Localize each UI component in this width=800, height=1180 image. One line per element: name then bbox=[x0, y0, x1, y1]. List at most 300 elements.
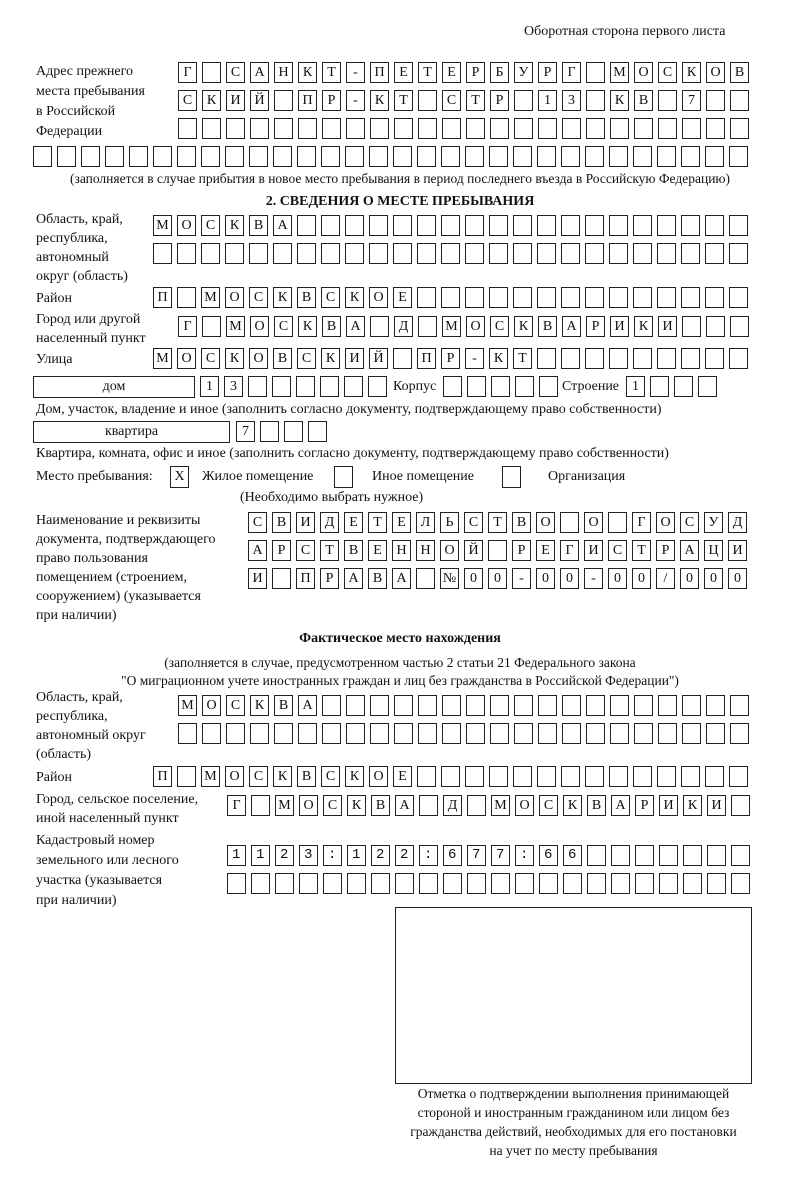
prev-address-cell[interactable] bbox=[513, 146, 532, 167]
prev-address-cell[interactable]: - bbox=[346, 90, 365, 111]
prev-address-cell[interactable] bbox=[585, 146, 604, 167]
document-cell[interactable] bbox=[608, 512, 627, 533]
district-cell[interactable] bbox=[561, 287, 580, 308]
actual-region-cell[interactable] bbox=[562, 695, 581, 716]
document-cell[interactable]: 0 bbox=[704, 568, 723, 589]
actual-region-cell[interactable] bbox=[322, 723, 341, 744]
city-cell[interactable]: И bbox=[658, 316, 677, 337]
cadastral-cell[interactable] bbox=[443, 873, 462, 894]
building-cell[interactable] bbox=[698, 376, 717, 397]
street-cell[interactable]: С bbox=[297, 348, 316, 369]
prev-address-cell[interactable]: О bbox=[706, 62, 725, 83]
prev-address-cell[interactable]: Р bbox=[466, 62, 485, 83]
house-cell[interactable]: 1 bbox=[200, 376, 219, 397]
region-cell[interactable]: К bbox=[225, 215, 244, 236]
cadastral-cell[interactable] bbox=[251, 873, 270, 894]
document-cell[interactable]: Н bbox=[392, 540, 411, 561]
cadastral-cell[interactable] bbox=[707, 873, 726, 894]
region-cell[interactable] bbox=[633, 243, 652, 264]
prev-address-cell[interactable]: В bbox=[730, 62, 749, 83]
actual-city-cell[interactable]: К bbox=[347, 795, 366, 816]
district-cell[interactable]: О bbox=[369, 287, 388, 308]
street-cell[interactable]: П bbox=[417, 348, 436, 369]
district-cell[interactable] bbox=[513, 287, 532, 308]
document-cell[interactable]: 0 bbox=[488, 568, 507, 589]
actual-district-cell[interactable] bbox=[705, 766, 724, 787]
document-cell[interactable]: Д bbox=[320, 512, 339, 533]
region-cell[interactable]: С bbox=[201, 215, 220, 236]
actual-region-cell[interactable] bbox=[634, 723, 653, 744]
prev-address-cell[interactable]: 1 bbox=[538, 90, 557, 111]
district-cell[interactable] bbox=[633, 287, 652, 308]
street-cell[interactable] bbox=[585, 348, 604, 369]
street-cell[interactable]: К bbox=[489, 348, 508, 369]
street-cell[interactable] bbox=[681, 348, 700, 369]
street-cell[interactable] bbox=[657, 348, 676, 369]
region-cell[interactable] bbox=[489, 215, 508, 236]
prev-address-cell[interactable] bbox=[394, 118, 413, 139]
document-cell[interactable]: Е bbox=[368, 540, 387, 561]
prev-address-cell[interactable] bbox=[370, 118, 389, 139]
document-cell[interactable]: Л bbox=[416, 512, 435, 533]
district-cell[interactable] bbox=[177, 287, 196, 308]
actual-city-cell[interactable]: М bbox=[275, 795, 294, 816]
region-cell[interactable] bbox=[225, 243, 244, 264]
document-cell[interactable]: С bbox=[248, 512, 267, 533]
actual-region-cell[interactable] bbox=[370, 695, 389, 716]
region-cell[interactable] bbox=[729, 243, 748, 264]
document-cell[interactable]: Т bbox=[632, 540, 651, 561]
prev-address-cell[interactable]: Г bbox=[178, 62, 197, 83]
region-cell[interactable] bbox=[657, 243, 676, 264]
prev-address-cell[interactable] bbox=[658, 90, 677, 111]
prev-address-cell[interactable]: Т bbox=[466, 90, 485, 111]
district-cell[interactable] bbox=[585, 287, 604, 308]
street-cell[interactable] bbox=[561, 348, 580, 369]
prev-address-cell[interactable]: Е bbox=[394, 62, 413, 83]
prev-address-cell[interactable]: 7 bbox=[682, 90, 701, 111]
actual-region-cell[interactable] bbox=[418, 723, 437, 744]
prev-address-cell[interactable] bbox=[730, 90, 749, 111]
actual-region-cell[interactable] bbox=[466, 723, 485, 744]
actual-city-cell[interactable]: В bbox=[371, 795, 390, 816]
cadastral-cell[interactable] bbox=[659, 873, 678, 894]
region-cell[interactable] bbox=[681, 215, 700, 236]
city-cell[interactable]: И bbox=[610, 316, 629, 337]
region-cell[interactable] bbox=[633, 215, 652, 236]
prev-address-cell[interactable] bbox=[57, 146, 76, 167]
district-cell[interactable]: М bbox=[201, 287, 220, 308]
document-cell[interactable] bbox=[488, 540, 507, 561]
cadastral-cell[interactable] bbox=[491, 873, 510, 894]
korpus-cell[interactable] bbox=[443, 376, 462, 397]
prev-address-cell[interactable] bbox=[610, 118, 629, 139]
prev-address-cell[interactable] bbox=[537, 146, 556, 167]
region-cell[interactable] bbox=[297, 215, 316, 236]
actual-city-cell[interactable]: И bbox=[707, 795, 726, 816]
apartment-cell[interactable] bbox=[308, 421, 327, 442]
actual-region-cell[interactable] bbox=[442, 695, 461, 716]
actual-district-cell[interactable] bbox=[609, 766, 628, 787]
document-cell[interactable]: Р bbox=[320, 568, 339, 589]
district-cell[interactable]: В bbox=[297, 287, 316, 308]
actual-city-cell[interactable]: О bbox=[299, 795, 318, 816]
prev-address-cell[interactable]: С bbox=[658, 62, 677, 83]
region-cell[interactable] bbox=[273, 243, 292, 264]
document-cell[interactable]: С bbox=[608, 540, 627, 561]
district-cell[interactable]: К bbox=[345, 287, 364, 308]
region-cell[interactable] bbox=[537, 243, 556, 264]
prev-address-cell[interactable]: Е bbox=[442, 62, 461, 83]
prev-address-cell[interactable] bbox=[178, 118, 197, 139]
street-cell[interactable]: О bbox=[249, 348, 268, 369]
stay-option-checkbox[interactable] bbox=[502, 466, 521, 488]
cadastral-cell[interactable] bbox=[731, 873, 750, 894]
street-cell[interactable] bbox=[609, 348, 628, 369]
actual-city-cell[interactable]: О bbox=[515, 795, 534, 816]
region-cell[interactable] bbox=[681, 243, 700, 264]
prev-address-cell[interactable] bbox=[250, 118, 269, 139]
apartment-cell[interactable]: 7 bbox=[236, 421, 255, 442]
prev-address-cell[interactable]: Р bbox=[538, 62, 557, 83]
document-cell[interactable]: Е bbox=[392, 512, 411, 533]
korpus-cell[interactable] bbox=[539, 376, 558, 397]
actual-district-cell[interactable] bbox=[537, 766, 556, 787]
prev-address-cell[interactable] bbox=[562, 118, 581, 139]
document-cell[interactable]: В bbox=[512, 512, 531, 533]
street-cell[interactable]: О bbox=[177, 348, 196, 369]
street-cell[interactable] bbox=[705, 348, 724, 369]
actual-region-cell[interactable] bbox=[682, 695, 701, 716]
district-cell[interactable] bbox=[417, 287, 436, 308]
region-cell[interactable] bbox=[465, 243, 484, 264]
document-cell[interactable]: Г bbox=[632, 512, 651, 533]
region-cell[interactable]: В bbox=[249, 215, 268, 236]
prev-address-cell[interactable] bbox=[682, 118, 701, 139]
document-cell[interactable]: / bbox=[656, 568, 675, 589]
street-cell[interactable] bbox=[537, 348, 556, 369]
document-cell[interactable]: О bbox=[656, 512, 675, 533]
region-cell[interactable] bbox=[393, 243, 412, 264]
house-cell[interactable] bbox=[320, 376, 339, 397]
prev-address-cell[interactable] bbox=[705, 146, 724, 167]
prev-address-cell[interactable] bbox=[489, 146, 508, 167]
region-cell[interactable] bbox=[417, 215, 436, 236]
actual-city-cell[interactable]: Д bbox=[443, 795, 462, 816]
prev-address-cell[interactable] bbox=[586, 62, 605, 83]
prev-address-cell[interactable]: К bbox=[610, 90, 629, 111]
house-cell[interactable] bbox=[272, 376, 291, 397]
region-cell[interactable] bbox=[585, 215, 604, 236]
city-cell[interactable]: М bbox=[442, 316, 461, 337]
prev-address-cell[interactable] bbox=[345, 146, 364, 167]
prev-address-cell[interactable]: О bbox=[634, 62, 653, 83]
actual-region-cell[interactable] bbox=[466, 695, 485, 716]
city-cell[interactable] bbox=[370, 316, 389, 337]
prev-address-cell[interactable] bbox=[322, 118, 341, 139]
actual-district-cell[interactable]: Е bbox=[393, 766, 412, 787]
document-cell[interactable]: А bbox=[680, 540, 699, 561]
building-cell[interactable] bbox=[674, 376, 693, 397]
actual-region-cell[interactable] bbox=[370, 723, 389, 744]
region-cell[interactable] bbox=[249, 243, 268, 264]
document-cell[interactable]: Т bbox=[368, 512, 387, 533]
prev-address-cell[interactable] bbox=[273, 146, 292, 167]
actual-city-cell[interactable]: С bbox=[323, 795, 342, 816]
actual-city-cell[interactable] bbox=[731, 795, 750, 816]
region-cell[interactable] bbox=[417, 243, 436, 264]
korpus-cell[interactable] bbox=[467, 376, 486, 397]
house-type-field[interactable]: дом bbox=[33, 376, 195, 398]
document-cell[interactable]: № bbox=[440, 568, 459, 589]
region-cell[interactable] bbox=[369, 243, 388, 264]
prev-address-cell[interactable]: С bbox=[178, 90, 197, 111]
document-cell[interactable]: С bbox=[296, 540, 315, 561]
document-cell[interactable]: - bbox=[584, 568, 603, 589]
region-cell[interactable] bbox=[297, 243, 316, 264]
region-cell[interactable] bbox=[345, 243, 364, 264]
actual-region-cell[interactable] bbox=[538, 695, 557, 716]
district-cell[interactable]: П bbox=[153, 287, 172, 308]
region-cell[interactable] bbox=[609, 215, 628, 236]
cadastral-cell[interactable] bbox=[563, 873, 582, 894]
region-cell[interactable] bbox=[561, 215, 580, 236]
actual-district-cell[interactable]: К bbox=[273, 766, 292, 787]
region-cell[interactable] bbox=[729, 215, 748, 236]
cadastral-cell[interactable] bbox=[683, 873, 702, 894]
district-cell[interactable]: С bbox=[321, 287, 340, 308]
document-cell[interactable]: И bbox=[296, 512, 315, 533]
prev-address-cell[interactable] bbox=[297, 146, 316, 167]
district-cell[interactable]: С bbox=[249, 287, 268, 308]
prev-address-cell[interactable] bbox=[321, 146, 340, 167]
actual-district-cell[interactable] bbox=[561, 766, 580, 787]
cadastral-cell[interactable] bbox=[347, 873, 366, 894]
actual-region-cell[interactable] bbox=[538, 723, 557, 744]
prev-address-cell[interactable] bbox=[202, 62, 221, 83]
prev-address-cell[interactable]: М bbox=[610, 62, 629, 83]
prev-address-cell[interactable]: К bbox=[682, 62, 701, 83]
actual-region-cell[interactable] bbox=[610, 695, 629, 716]
prev-address-cell[interactable]: С bbox=[226, 62, 245, 83]
actual-district-cell[interactable]: С bbox=[249, 766, 268, 787]
district-cell[interactable] bbox=[465, 287, 484, 308]
district-cell[interactable] bbox=[537, 287, 556, 308]
prev-address-cell[interactable] bbox=[369, 146, 388, 167]
street-cell[interactable] bbox=[393, 348, 412, 369]
document-cell[interactable]: И bbox=[728, 540, 747, 561]
prev-address-cell[interactable]: У bbox=[514, 62, 533, 83]
district-cell[interactable] bbox=[489, 287, 508, 308]
prev-address-cell[interactable]: А bbox=[250, 62, 269, 83]
city-cell[interactable]: В bbox=[538, 316, 557, 337]
prev-address-cell[interactable]: Й bbox=[250, 90, 269, 111]
prev-address-cell[interactable] bbox=[153, 146, 172, 167]
street-cell[interactable]: К bbox=[321, 348, 340, 369]
street-cell[interactable]: В bbox=[273, 348, 292, 369]
region-cell[interactable] bbox=[321, 215, 340, 236]
actual-region-cell[interactable]: О bbox=[202, 695, 221, 716]
actual-region-cell[interactable] bbox=[346, 723, 365, 744]
cadastral-cell[interactable] bbox=[515, 873, 534, 894]
apartment-cell[interactable] bbox=[284, 421, 303, 442]
prev-address-cell[interactable]: Т bbox=[322, 62, 341, 83]
prev-address-cell[interactable] bbox=[274, 90, 293, 111]
region-cell[interactable]: А bbox=[273, 215, 292, 236]
region-cell[interactable] bbox=[705, 215, 724, 236]
actual-region-cell[interactable] bbox=[514, 695, 533, 716]
prev-address-cell[interactable] bbox=[729, 146, 748, 167]
house-cell[interactable] bbox=[248, 376, 267, 397]
house-cell[interactable] bbox=[344, 376, 363, 397]
document-cell[interactable]: О bbox=[584, 512, 603, 533]
actual-city-cell[interactable]: М bbox=[491, 795, 510, 816]
prev-address-cell[interactable] bbox=[633, 146, 652, 167]
region-cell[interactable] bbox=[201, 243, 220, 264]
document-cell[interactable]: П bbox=[296, 568, 315, 589]
prev-address-cell[interactable]: В bbox=[634, 90, 653, 111]
prev-address-cell[interactable] bbox=[202, 118, 221, 139]
region-cell[interactable] bbox=[513, 243, 532, 264]
district-cell[interactable]: Е bbox=[393, 287, 412, 308]
actual-district-cell[interactable] bbox=[441, 766, 460, 787]
stay-option-checkbox[interactable]: X bbox=[170, 466, 189, 488]
document-cell[interactable]: - bbox=[512, 568, 531, 589]
street-cell[interactable]: С bbox=[201, 348, 220, 369]
prev-address-cell[interactable]: 3 bbox=[562, 90, 581, 111]
actual-district-cell[interactable] bbox=[657, 766, 676, 787]
actual-district-cell[interactable]: О bbox=[369, 766, 388, 787]
city-cell[interactable]: С bbox=[274, 316, 293, 337]
actual-district-cell[interactable] bbox=[465, 766, 484, 787]
cadastral-cell[interactable] bbox=[419, 873, 438, 894]
prev-address-cell[interactable] bbox=[706, 118, 725, 139]
prev-address-cell[interactable] bbox=[274, 118, 293, 139]
actual-region-cell[interactable] bbox=[298, 723, 317, 744]
document-cell[interactable] bbox=[416, 568, 435, 589]
document-cell[interactable]: 0 bbox=[536, 568, 555, 589]
city-cell[interactable]: К bbox=[514, 316, 533, 337]
document-cell[interactable]: Е bbox=[344, 512, 363, 533]
cadastral-cell[interactable] bbox=[371, 873, 390, 894]
region-cell[interactable] bbox=[537, 215, 556, 236]
building-cell[interactable] bbox=[650, 376, 669, 397]
city-cell[interactable]: О bbox=[250, 316, 269, 337]
street-cell[interactable] bbox=[729, 348, 748, 369]
actual-region-cell[interactable] bbox=[562, 723, 581, 744]
actual-region-cell[interactable] bbox=[418, 695, 437, 716]
document-cell[interactable]: А bbox=[392, 568, 411, 589]
prev-address-cell[interactable]: Т bbox=[394, 90, 413, 111]
prev-address-cell[interactable] bbox=[706, 90, 725, 111]
prev-address-cell[interactable]: К bbox=[202, 90, 221, 111]
actual-region-cell[interactable] bbox=[610, 723, 629, 744]
city-cell[interactable]: В bbox=[322, 316, 341, 337]
prev-address-cell[interactable] bbox=[418, 90, 437, 111]
prev-address-cell[interactable] bbox=[657, 146, 676, 167]
street-cell[interactable]: - bbox=[465, 348, 484, 369]
city-cell[interactable] bbox=[418, 316, 437, 337]
prev-address-cell[interactable] bbox=[681, 146, 700, 167]
prev-address-cell[interactable] bbox=[249, 146, 268, 167]
apt-type-field[interactable]: квартира bbox=[33, 421, 230, 443]
city-cell[interactable] bbox=[706, 316, 725, 337]
actual-region-cell[interactable] bbox=[658, 695, 677, 716]
city-cell[interactable]: К bbox=[298, 316, 317, 337]
stay-option-checkbox[interactable] bbox=[334, 466, 353, 488]
region-cell[interactable] bbox=[153, 243, 172, 264]
city-cell[interactable]: К bbox=[634, 316, 653, 337]
actual-city-cell[interactable]: С bbox=[539, 795, 558, 816]
city-cell[interactable]: О bbox=[466, 316, 485, 337]
document-cell[interactable]: Д bbox=[728, 512, 747, 533]
street-cell[interactable]: И bbox=[345, 348, 364, 369]
region-cell[interactable] bbox=[369, 215, 388, 236]
prev-address-cell[interactable] bbox=[441, 146, 460, 167]
actual-region-cell[interactable] bbox=[202, 723, 221, 744]
actual-district-cell[interactable] bbox=[513, 766, 532, 787]
region-cell[interactable] bbox=[489, 243, 508, 264]
house-cell[interactable]: 3 bbox=[224, 376, 243, 397]
document-cell[interactable]: А bbox=[248, 540, 267, 561]
district-cell[interactable] bbox=[441, 287, 460, 308]
actual-region-cell[interactable]: К bbox=[250, 695, 269, 716]
actual-city-cell[interactable]: И bbox=[659, 795, 678, 816]
actual-district-cell[interactable] bbox=[489, 766, 508, 787]
city-cell[interactable]: Г bbox=[178, 316, 197, 337]
region-cell[interactable] bbox=[345, 215, 364, 236]
prev-address-cell[interactable]: - bbox=[346, 62, 365, 83]
street-cell[interactable]: Й bbox=[369, 348, 388, 369]
cadastral-cell[interactable] bbox=[275, 873, 294, 894]
prev-address-cell[interactable] bbox=[393, 146, 412, 167]
prev-address-cell[interactable]: Р bbox=[490, 90, 509, 111]
prev-address-cell[interactable] bbox=[105, 146, 124, 167]
prev-address-cell[interactable]: Н bbox=[274, 62, 293, 83]
actual-region-cell[interactable] bbox=[442, 723, 461, 744]
prev-address-cell[interactable] bbox=[201, 146, 220, 167]
district-cell[interactable]: К bbox=[273, 287, 292, 308]
region-cell[interactable] bbox=[609, 243, 628, 264]
region-cell[interactable] bbox=[393, 215, 412, 236]
prev-address-cell[interactable] bbox=[346, 118, 365, 139]
region-cell[interactable] bbox=[465, 215, 484, 236]
actual-city-cell[interactable]: А bbox=[395, 795, 414, 816]
city-cell[interactable] bbox=[202, 316, 221, 337]
city-cell[interactable]: С bbox=[490, 316, 509, 337]
actual-district-cell[interactable]: П bbox=[153, 766, 172, 787]
document-cell[interactable]: 0 bbox=[680, 568, 699, 589]
cadastral-cell[interactable] bbox=[587, 873, 606, 894]
district-cell[interactable] bbox=[657, 287, 676, 308]
cadastral-cell[interactable] bbox=[539, 873, 558, 894]
actual-region-cell[interactable] bbox=[490, 695, 509, 716]
cadastral-cell[interactable] bbox=[635, 873, 654, 894]
prev-address-cell[interactable] bbox=[730, 118, 749, 139]
document-cell[interactable]: С bbox=[464, 512, 483, 533]
street-cell[interactable]: К bbox=[225, 348, 244, 369]
actual-region-cell[interactable] bbox=[394, 723, 413, 744]
prev-address-cell[interactable] bbox=[490, 118, 509, 139]
actual-region-cell[interactable]: В bbox=[274, 695, 293, 716]
house-cell[interactable] bbox=[368, 376, 387, 397]
prev-address-cell[interactable]: К bbox=[298, 62, 317, 83]
actual-city-cell[interactable]: В bbox=[587, 795, 606, 816]
region-cell[interactable] bbox=[321, 243, 340, 264]
prev-address-cell[interactable] bbox=[81, 146, 100, 167]
prev-address-cell[interactable] bbox=[466, 118, 485, 139]
city-cell[interactable] bbox=[682, 316, 701, 337]
